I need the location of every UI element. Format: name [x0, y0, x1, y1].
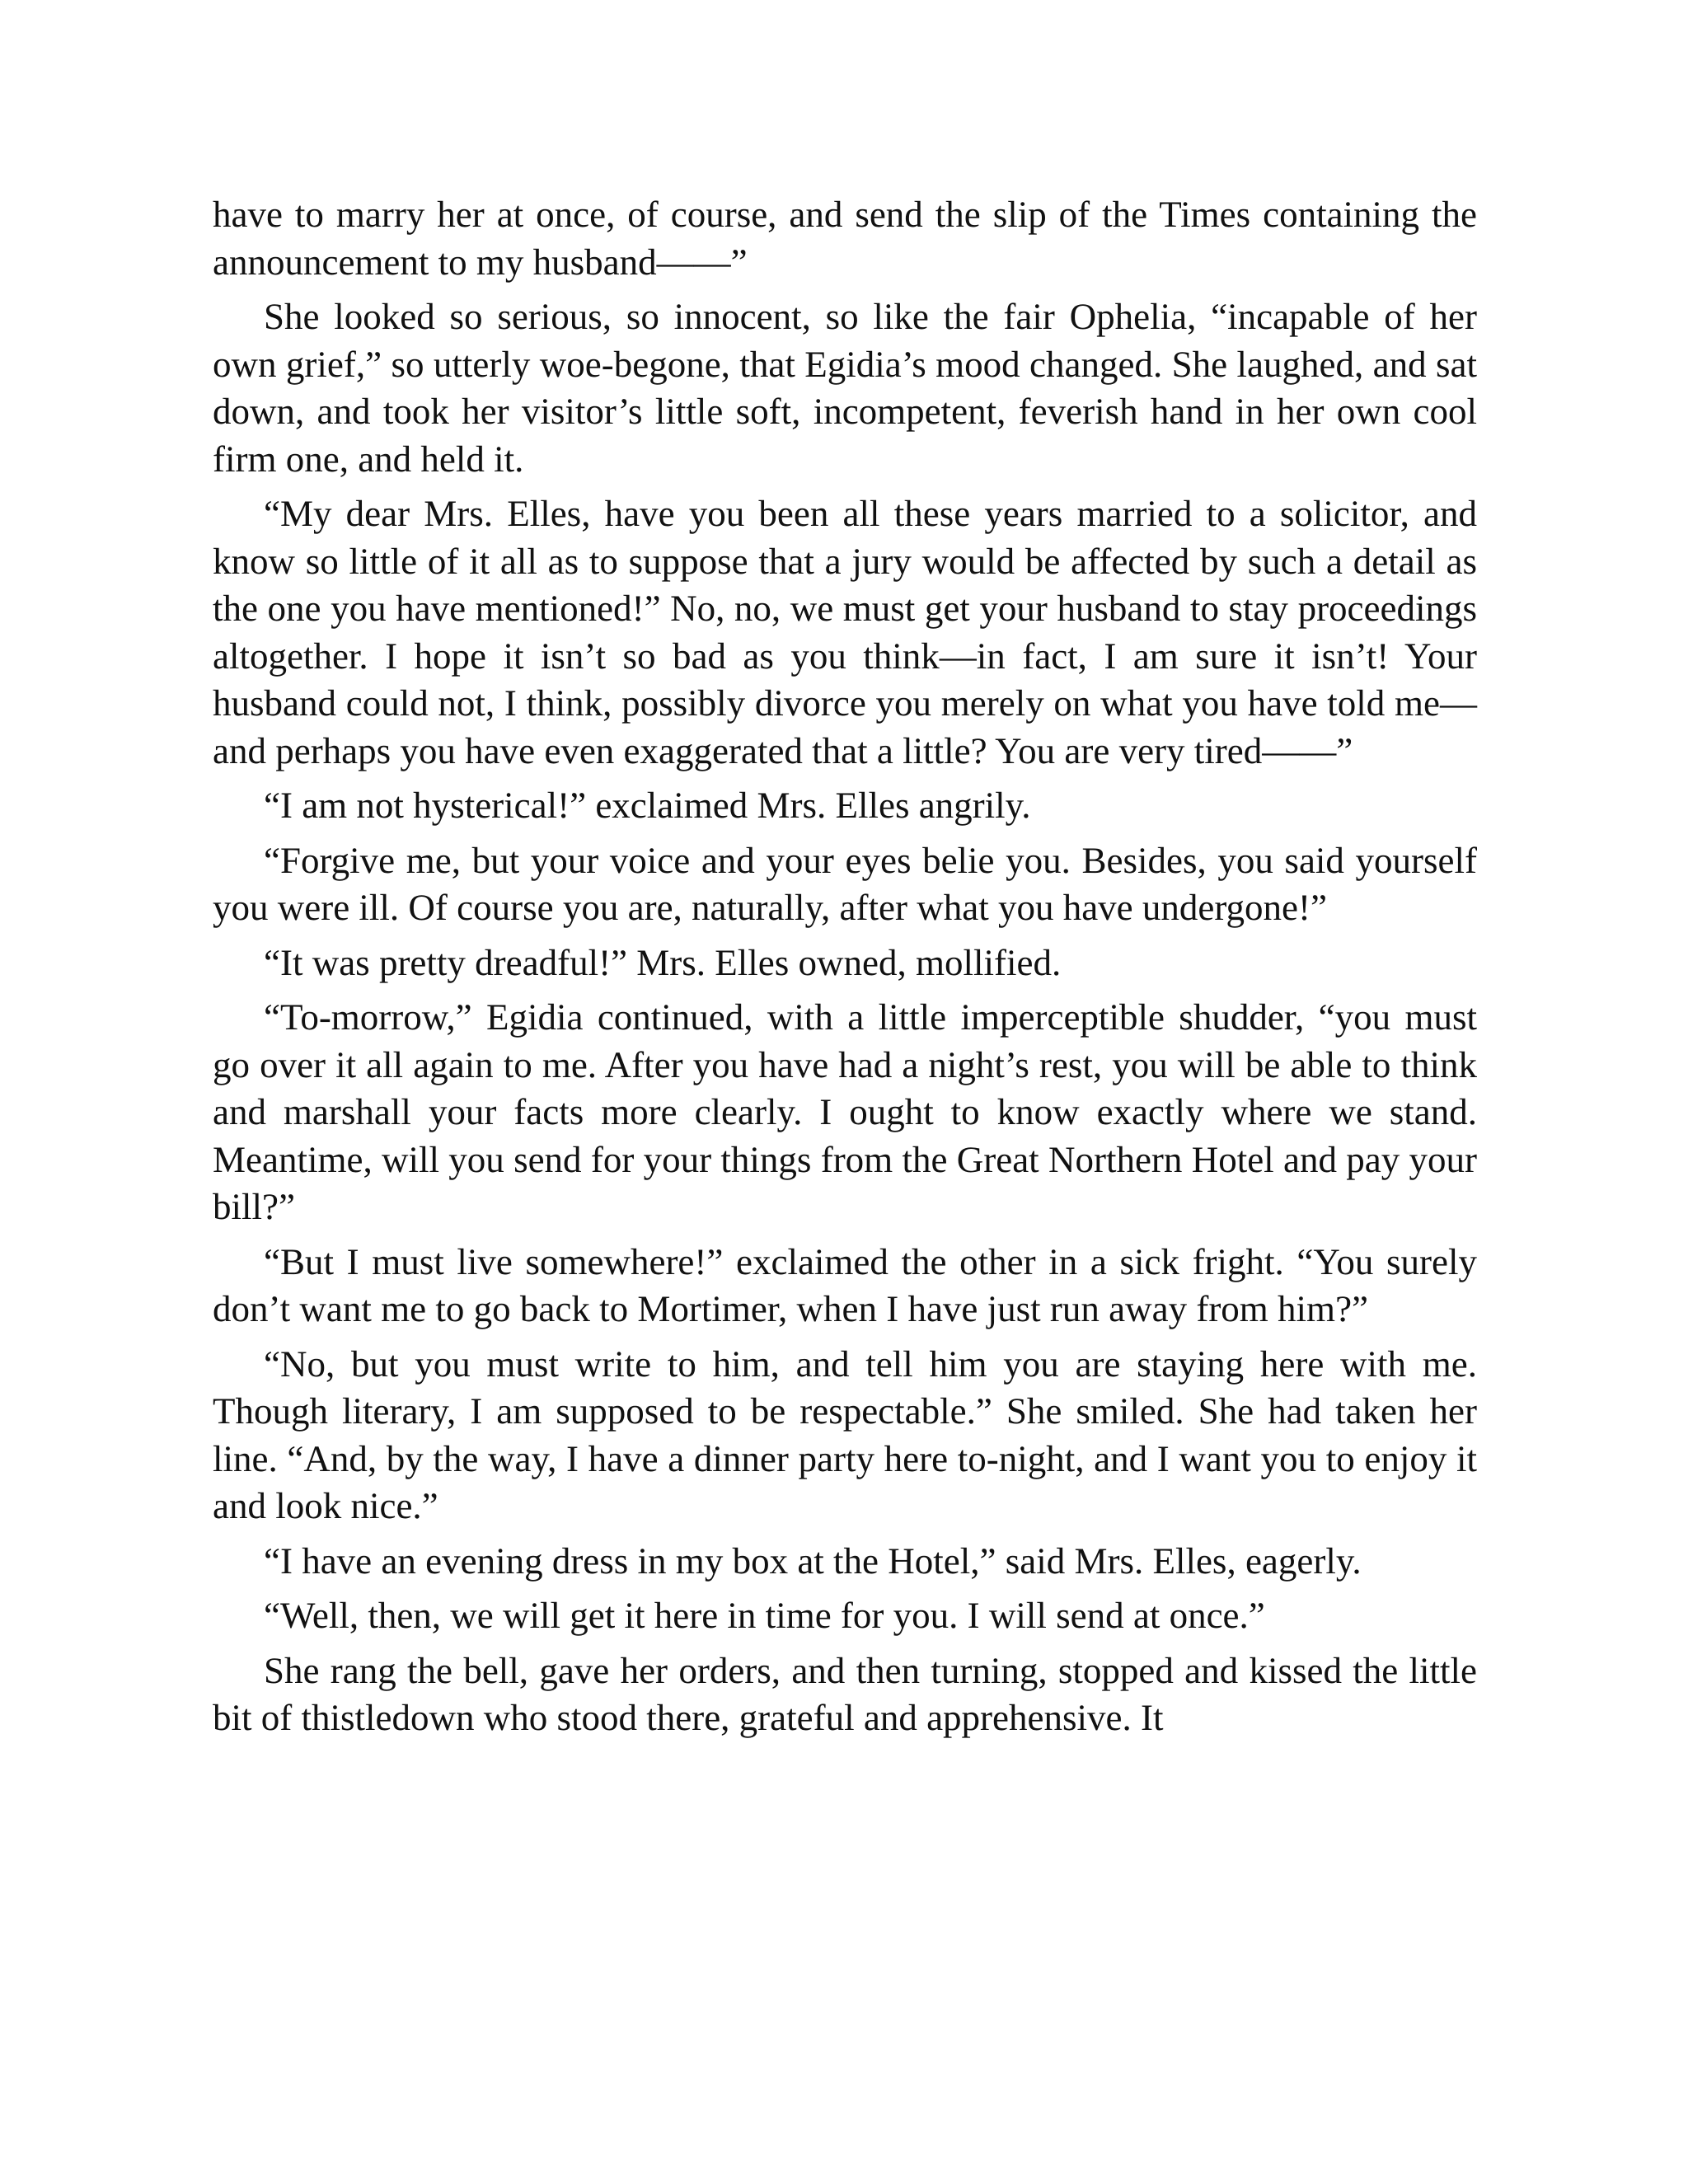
paragraph: “But I must live somewhere!” exclaimed the other in a sick fright. “You surely don’t want me to go back to Mortimer, when I have just run away from him?”	[213, 1240, 1477, 1329]
paragraph-continuation: have to marry her at once, of course, and send the slip of the Times containing the announcement to my husband——”	[213, 194, 1477, 283]
paragraph: She looked so serious, so innocent, so like the fair Ophelia, “incapable of her own grief,” so utterly woe-begone, that Egidia’s mood changed. She laughed, and sat down, and took her visitor’s little soft, incompetent, feverish hand in her own cool firm one, and held it.	[213, 296, 1477, 480]
paragraph: “To-morrow,” Egidia continued, with a little imperceptible shudder, “you must go over it all again to me. After you have had a night’s rest, you will be able to think and marshall your facts more clearly. I ought to know exactly where we stand. Meantime, will you send for your things from the Great Northern Hotel and pay your bill?”	[213, 996, 1477, 1227]
paragraph: “I am not hysterical!” exclaimed Mrs. Elles angrily.	[264, 785, 1031, 826]
paragraph: “Well, then, we will get it here in time for you. I will send at once.”	[264, 1595, 1265, 1636]
paragraph: “Forgive me, but your voice and your eyes belie you. Besides, you said yourself you were ill. Of course you are, naturally, after what you have undergone!”	[213, 839, 1477, 928]
paragraph: She rang the bell, gave her orders, and then turning, stopped and kissed the little bit of thistledown who stood there, grateful and apprehensive. It	[213, 1649, 1477, 1738]
page-body	[213, 191, 1477, 1750]
paragraph: “I have an evening dress in my box at the Hotel,” said Mrs. Elles, eagerly.	[264, 1540, 1362, 1582]
paragraph: “My dear Mrs. Elles, have you been all these years married to a solicitor, and know so little of it all as to suppose that a jury would be affected by such a detail as the one you have mentioned!” No, no, we must get your husband to stay proceedings altogether. I hope it isn’t so bad as you think—in fact, I am sure it isn’t! Your husband could not, I think, possibly divorce you merely on what you have told me—and perhaps you have even exaggerated that a little? You are very tired——”	[213, 493, 1477, 771]
paragraph: “No, but you must write to him, and tell him you are staying here with me. Though literary, I am supposed to be respectable.” She smiled. She had taken her line. “And, by the way, I have a dinner party here to-night, and I want you to enjoy it and look nice.”	[213, 1343, 1477, 1526]
paragraph: “It was pretty dreadful!” Mrs. Elles owned, mollified.	[264, 941, 1062, 983]
